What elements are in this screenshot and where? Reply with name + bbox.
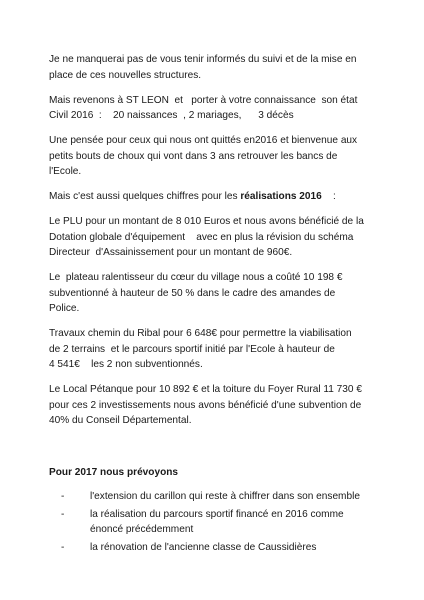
text-line: Dotation globale d'équipement avec en plus la révision du schéma (49, 231, 354, 243)
text-line: Je ne manquerai pas de vous tenir informés du suivi et de la mise en (49, 54, 357, 65)
text-line: l'Ecole. (49, 166, 82, 177)
text-line: petits bouts de choux qui vont dans 3 ans retrouver les bancs de (49, 150, 338, 162)
text-line: Le plateau ralentisseur du cœur du village nous a coûté 10 198 € (49, 272, 343, 283)
text-line: 40% du Conseil Départemental. (49, 415, 192, 426)
text-line: Civil 2016 : 20 naissances , 2 mariages, 3 décès (49, 110, 294, 121)
text-line: subventionné à hauteur de 50 % dans le cadre des amandes de (49, 287, 336, 299)
paragraph-plu (49, 214, 389, 261)
bullet-dash: - (61, 508, 65, 520)
intro-tail: : (321, 191, 336, 202)
text-line: 4 541€ les 2 non subventionnés. (49, 359, 203, 370)
text-line: Le Local Pétanque pour 10 892 € et la toiture du Foyer Rural 11 730 € (49, 384, 362, 395)
text-line: énoncé précédemment (90, 524, 194, 535)
document-page (49, 52, 389, 557)
text-line: de 2 terrains et le parcours sportif initié par l'Ecole à hauteur de (49, 343, 335, 355)
text-line: pour ces 2 investissements nous avons bénéficié d'une subvention de (49, 399, 362, 411)
paragraph-thoughts (49, 133, 389, 180)
paragraph-speed-bump (49, 270, 389, 317)
text-line: place de ces nouvelles structures. (49, 69, 202, 81)
text-line: Le PLU pour un montant de 8 010 Euros et nous avons bénéficié de la (49, 216, 364, 227)
paragraph-petanque (49, 382, 389, 429)
paragraph-civil-status (49, 93, 389, 124)
list-item (61, 489, 389, 505)
text-line: Travaux chemin du Ribal pour 6 648€ pour permettre la viabilisation (49, 328, 352, 339)
text-line: l'extension du carillon qui reste à chiffrer dans son ensemble (90, 491, 360, 502)
paragraph-ribal-road (49, 326, 389, 373)
text-line: Mais revenons à ST LEON et porter à votre connaissance son état (49, 94, 358, 106)
list-item (61, 507, 389, 538)
paragraph-follow-up (49, 52, 389, 83)
plans-list (49, 489, 389, 555)
achievements-heading: réalisations 2016 (240, 191, 322, 202)
bullet-dash: - (61, 491, 65, 502)
paragraph-achievements-intro (49, 189, 389, 205)
section-title-2017: Pour 2017 nous prévoyons (49, 466, 179, 478)
text-line: Directeur d'Assainissement pour un montant de 960€. (49, 247, 293, 258)
text-line: la rénovation de l'ancienne classe de Caussidières (90, 541, 317, 553)
text-line: la réalisation du parcours sportif financé en 2016 comme (90, 508, 344, 520)
text-line: Police. (49, 303, 80, 314)
bullet-dash: - (61, 541, 65, 553)
text-line (49, 189, 389, 205)
text-line: Une pensée pour ceux qui nous ont quittés en2016 et bienvenue aux (49, 135, 358, 146)
intro-text: Mais c'est aussi quelques chiffres pour les (49, 191, 241, 202)
list-item (61, 540, 389, 556)
